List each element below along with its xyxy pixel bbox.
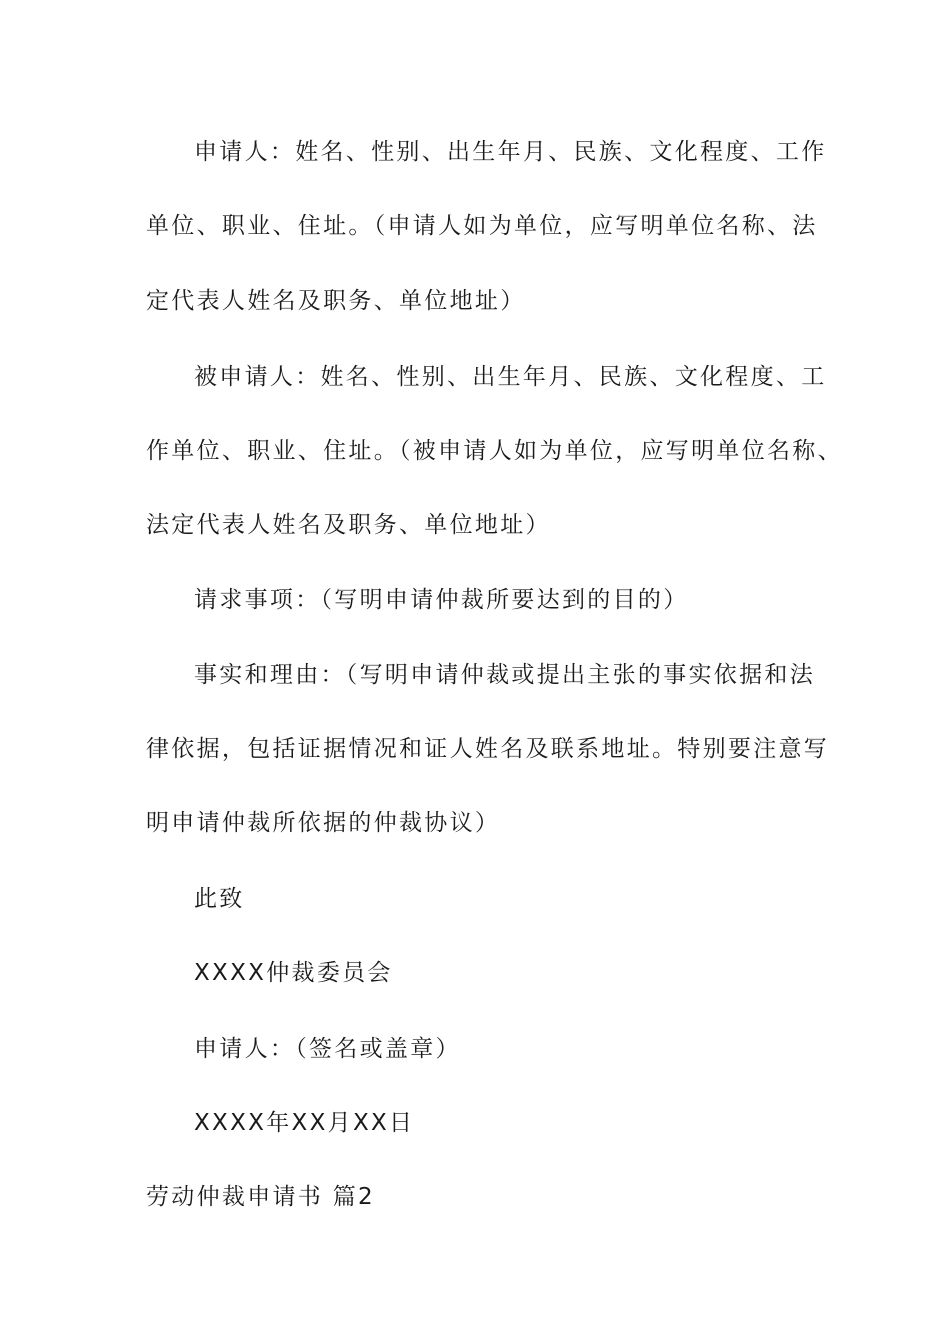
next-section-heading: 劳动仲裁申请书 篇2	[146, 1184, 375, 1210]
respondent-line-3: 法定代表人姓名及职务、单位地址）	[146, 512, 551, 538]
facts-line-2: 律依据，包括证据情况和证人姓名及联系地址。特别要注意写	[146, 736, 830, 762]
facts-line-1: 事实和理由：（写明申请仲裁或提出主张的事实依据和法	[194, 662, 815, 688]
facts-line-3: 明申请仲裁所依据的仲裁协议）	[146, 810, 501, 836]
claims-line: 请求事项：（写明申请仲裁所要达到的目的）	[194, 587, 689, 613]
respondent-line-1: 被申请人：姓名、性别、出生年月、民族、文化程度、工	[194, 364, 827, 390]
respondent-line-2: 作单位、职业、住址。（被申请人如为单位，应写明单位名称、	[146, 438, 843, 464]
date-line: XXXX年XX月XX日	[194, 1110, 415, 1136]
salutation: 此致	[194, 886, 245, 912]
applicant-line-1: 申请人：姓名、性别、出生年月、民族、文化程度、工作	[194, 139, 827, 165]
signature-line: 申请人：（签名或盖章）	[194, 1036, 461, 1062]
applicant-line-2: 单位、职业、住址。（申请人如为单位，应写明单位名称、法	[146, 213, 818, 239]
applicant-line-3: 定代表人姓名及职务、单位地址）	[146, 288, 526, 314]
addressee: XXXX仲裁委员会	[194, 960, 393, 986]
